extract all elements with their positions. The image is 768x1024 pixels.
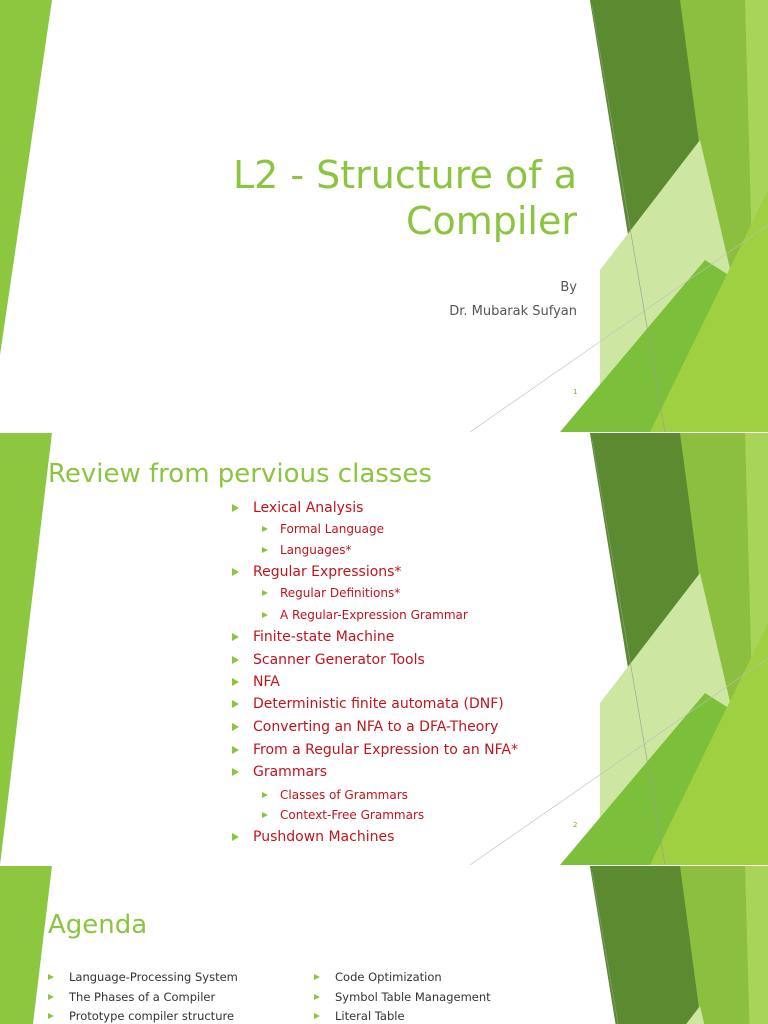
list-item: Pushdown Machines (232, 829, 394, 845)
slide-title: L2 - Structure of a Compiler (232, 153, 577, 243)
page-number: 1 (573, 388, 578, 396)
list-item: NFA (232, 674, 280, 690)
list-item: The Phases of a Compiler (48, 990, 215, 1004)
list-item: Converting an NFA to a DFA-Theory (232, 719, 498, 735)
slide-title: Review from pervious classes (48, 459, 432, 489)
list-item: Scanner Generator Tools (232, 652, 425, 668)
slide-3 (0, 866, 768, 1024)
bullet-arrow-icon (314, 1013, 320, 1019)
slide-2 (0, 433, 768, 865)
list-item: Lexical Analysis (232, 500, 363, 516)
bullet-arrow-icon (262, 526, 268, 532)
bullet-arrow-icon (48, 974, 54, 980)
list-item: Code Optimization (314, 970, 442, 984)
list-item: Languages* (262, 543, 351, 557)
list-item: Grammars (232, 764, 327, 780)
bullet-arrow-icon (232, 723, 239, 731)
list-item: Literal Table (314, 1009, 405, 1023)
list-item: Regular Expressions* (232, 564, 401, 580)
bullet-arrow-icon (232, 678, 239, 686)
bullet-arrow-icon (314, 994, 320, 1000)
bullet-arrow-icon (314, 974, 320, 980)
bullet-arrow-icon (262, 590, 268, 596)
list-item: Formal Language (262, 522, 384, 536)
bullet-arrow-icon (232, 700, 239, 708)
slide-1 (0, 0, 768, 432)
list-item: Classes of Grammars (262, 788, 408, 802)
bullet-arrow-icon (262, 612, 268, 618)
bullet-arrow-icon (232, 833, 239, 841)
slide-title: Agenda (48, 910, 148, 940)
bullet-arrow-icon (232, 633, 239, 641)
page-number: 2 (573, 821, 578, 829)
bullet-arrow-icon (232, 568, 239, 576)
list-item: Language-Processing System (48, 970, 238, 984)
bullet-arrow-icon (232, 746, 239, 754)
bullet-arrow-icon (232, 504, 239, 512)
bullet-arrow-icon (262, 792, 268, 798)
list-item: A Regular-Expression Grammar (262, 608, 468, 622)
bullet-arrow-icon (232, 768, 239, 776)
list-item: Regular Definitions* (262, 586, 400, 600)
subtitle-by: By (560, 280, 577, 295)
bullet-arrow-icon (262, 547, 268, 553)
list-item: Finite-state Machine (232, 629, 394, 645)
author-name: Dr. Mubarak Sufyan (449, 304, 577, 319)
list-item: Symbol Table Management (314, 990, 491, 1004)
list-item: From a Regular Expression to an NFA* (232, 742, 518, 758)
list-item: Deterministic finite automata (DNF) (232, 696, 504, 712)
list-item: Context-Free Grammars (262, 808, 424, 822)
bullet-arrow-icon (48, 1013, 54, 1019)
bullet-arrow-icon (232, 656, 239, 664)
bullet-arrow-icon (262, 812, 268, 818)
bullet-arrow-icon (48, 994, 54, 1000)
list-item: Prototype compiler structure (48, 1009, 234, 1023)
